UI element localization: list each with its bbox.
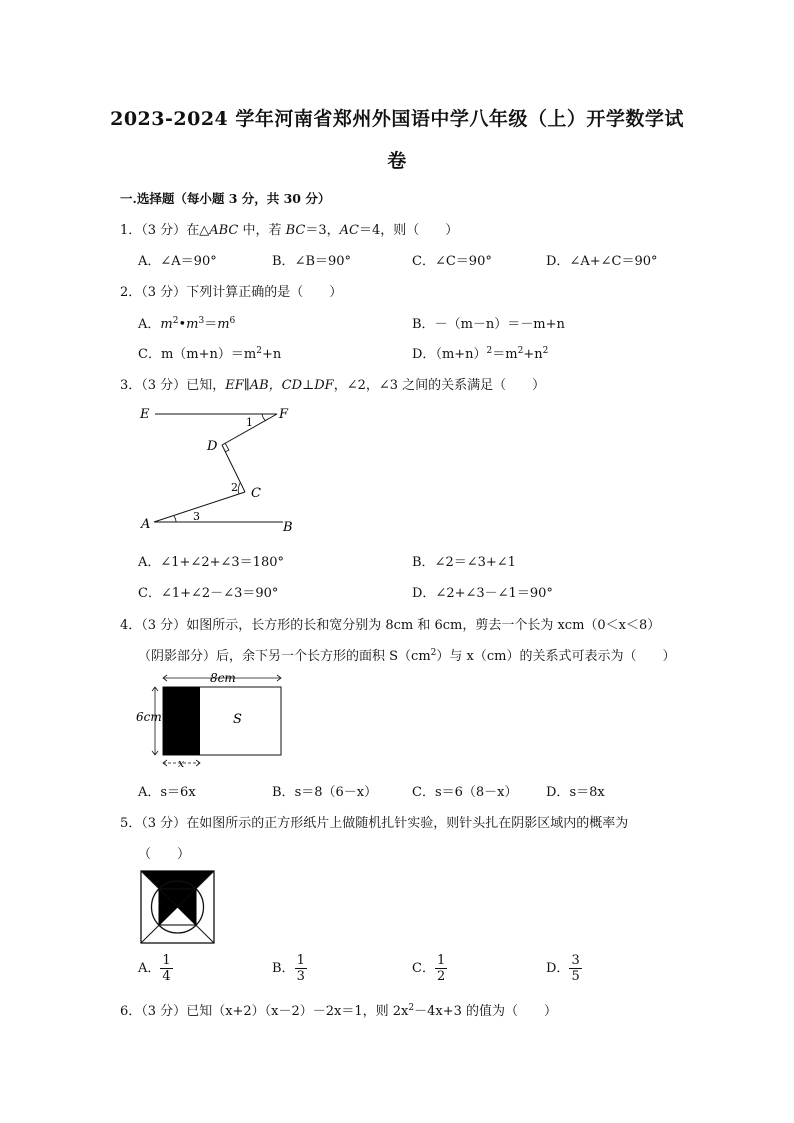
option-text: s＝8（6－x） bbox=[294, 785, 378, 800]
option-letter: D． bbox=[546, 254, 570, 269]
exam-title-line2: 卷 bbox=[387, 150, 407, 172]
numerator: 1 bbox=[162, 953, 171, 968]
q6-score: （3 分） bbox=[141, 1004, 187, 1019]
option-text: （m+n） bbox=[435, 347, 487, 362]
fraction bbox=[160, 953, 172, 984]
denominator: 3 bbox=[296, 969, 305, 984]
option-letter: A． bbox=[138, 961, 161, 976]
option-letter: C． bbox=[412, 961, 435, 976]
q3-text: 已知， bbox=[186, 378, 226, 393]
q5-text: 在如图所示的正方形纸片上做随机扎针实验，则针头扎在阴影区域内的概率为 bbox=[186, 816, 629, 831]
angle-label-1: 1 bbox=[246, 416, 253, 429]
option-letter: C． bbox=[138, 586, 161, 601]
numerator: 3 bbox=[571, 953, 580, 968]
label-e: E bbox=[140, 407, 150, 422]
numerator: 1 bbox=[296, 953, 305, 968]
option-letter: C． bbox=[138, 347, 161, 362]
option-letter: C． bbox=[412, 785, 435, 800]
math-op: • bbox=[178, 317, 187, 332]
option-text: s＝8x bbox=[569, 785, 605, 800]
option-letter: D． bbox=[546, 961, 570, 976]
option-letter: D． bbox=[412, 586, 436, 601]
math-exp: 2 bbox=[517, 346, 524, 356]
label-b: B bbox=[283, 520, 293, 535]
exam-title-line1: 2023-2024 学年河南省郑州外国语中学八年级（上）开学数学试 bbox=[110, 108, 684, 130]
option-letter: B． bbox=[272, 785, 295, 800]
math-exp: 2 bbox=[408, 1003, 415, 1013]
option-text: ∠C＝90° bbox=[434, 254, 492, 269]
q6-text: 已知（x+2）（x－2）－2x＝1，则 2x bbox=[186, 1004, 409, 1019]
q2-score: （3 分） bbox=[141, 285, 187, 300]
math-exp: 6 bbox=[229, 316, 236, 326]
q5-number: 5． bbox=[120, 816, 142, 831]
q3-number: 3． bbox=[120, 378, 142, 393]
q2-number: 2． bbox=[120, 285, 142, 300]
label-8cm: 8cm bbox=[210, 671, 236, 685]
option-text: ∠A＝90° bbox=[160, 254, 217, 269]
math-var: m bbox=[160, 317, 173, 332]
q4-text: （阴影部分）后，余下另一个长方形的面积 S（cm bbox=[138, 649, 431, 664]
option-text: m（m+n）＝m bbox=[160, 347, 257, 362]
option-letter: A． bbox=[138, 254, 161, 269]
option-letter: C． bbox=[412, 254, 435, 269]
q1-number: 1． bbox=[120, 223, 142, 238]
math-exp: 2 bbox=[486, 346, 493, 356]
option-text: ∠1+∠2－∠3＝90° bbox=[160, 586, 279, 601]
q4-number: 4． bbox=[120, 618, 142, 633]
q4-text: 如图所示，长方形的长和宽分别为 8cm 和 6cm，剪去一个长为 xcm（0＜x＜8） bbox=[186, 618, 661, 633]
angle-label-3: 3 bbox=[193, 510, 200, 523]
question-6 bbox=[120, 1000, 557, 1019]
fraction bbox=[569, 953, 581, 984]
option-letter: D． bbox=[412, 347, 436, 362]
option-letter: B． bbox=[412, 555, 435, 570]
q2-text: 下列计算正确的是（ ） bbox=[186, 285, 343, 300]
math-var: m bbox=[217, 317, 230, 332]
q1-var-ac: AC bbox=[339, 223, 359, 238]
option-text: ∠B＝90° bbox=[294, 254, 352, 269]
label-d: D bbox=[207, 439, 218, 454]
math-exp: 2 bbox=[542, 346, 549, 356]
q1-text: 在△ bbox=[186, 223, 210, 238]
option-text: +n bbox=[523, 347, 543, 362]
option-letter: B． bbox=[412, 317, 435, 332]
q6-text: －4x+3 的值为（ ） bbox=[414, 1004, 558, 1019]
math-exp: 3 bbox=[198, 316, 205, 326]
option-text: +n bbox=[261, 347, 282, 362]
section-heading: 一.选择题（每小题 3 分，共 30 分） bbox=[120, 191, 331, 206]
option-text: －（m－n）＝－m+n bbox=[434, 317, 565, 332]
q5-option-c[interactable] bbox=[412, 953, 447, 984]
option-text: s＝6x bbox=[160, 785, 196, 800]
label-c: C bbox=[251, 486, 261, 501]
denominator: 5 bbox=[571, 969, 580, 984]
q5-option-d[interactable] bbox=[546, 953, 582, 984]
q4-text: ）与 x（cm）的关系式可表示为（ ） bbox=[436, 649, 676, 664]
option-letter: A． bbox=[138, 785, 161, 800]
option-letter: B． bbox=[272, 254, 295, 269]
label-a: A bbox=[141, 517, 151, 532]
option-text: s＝6（8－x） bbox=[434, 785, 518, 800]
math-exp: 2 bbox=[172, 316, 179, 326]
option-text: ∠2＝∠3+∠1 bbox=[434, 555, 516, 570]
q1-text: 中，若 bbox=[238, 223, 286, 238]
q5-answer-blank: （ ） bbox=[138, 847, 191, 862]
option-text: ＝m bbox=[492, 347, 518, 362]
option-letter: B． bbox=[272, 961, 295, 976]
numerator: 1 bbox=[436, 953, 446, 968]
option-letter: D． bbox=[546, 785, 570, 800]
q5-score: （3 分） bbox=[141, 816, 187, 831]
option-text: ∠1+∠2+∠3＝180° bbox=[160, 555, 284, 570]
denominator: 4 bbox=[162, 969, 171, 984]
q3-condition: EF∥AB，CD⊥DF bbox=[225, 378, 334, 393]
q5-option-a[interactable] bbox=[138, 953, 173, 984]
q4-score: （3 分） bbox=[141, 618, 187, 633]
label-f: F bbox=[279, 407, 289, 422]
option-letter: A． bbox=[138, 317, 161, 332]
option-letter: A． bbox=[138, 555, 161, 570]
denominator: 2 bbox=[436, 969, 446, 984]
q1-text: ＝3， bbox=[305, 223, 340, 238]
angle-label-2: 2 bbox=[231, 481, 238, 494]
option-text: ∠2+∠3－∠1＝90° bbox=[435, 586, 553, 601]
fraction bbox=[295, 953, 307, 984]
q1-var-abc: ABC bbox=[209, 223, 239, 238]
q6-number: 6． bbox=[120, 1004, 142, 1019]
math-exp: 2 bbox=[256, 346, 262, 356]
q3-text: ，∠2，∠3 之间的关系满足（ ） bbox=[333, 378, 546, 393]
q1-text: ＝4，则（ ） bbox=[358, 223, 459, 238]
math-exp: 2 bbox=[430, 648, 437, 658]
math-op: ＝ bbox=[204, 317, 218, 332]
label-s: S bbox=[233, 712, 242, 727]
q1-score: （3 分） bbox=[141, 223, 187, 238]
label-6cm: 6cm bbox=[136, 710, 162, 724]
fraction bbox=[435, 953, 447, 984]
q5-option-b[interactable] bbox=[272, 953, 307, 984]
label-x: x bbox=[178, 757, 185, 770]
q3-score: （3 分） bbox=[141, 378, 187, 393]
option-text: ∠A+∠C＝90° bbox=[569, 254, 658, 269]
math-var: m bbox=[186, 317, 199, 332]
q1-var-bc: BC bbox=[285, 223, 306, 238]
